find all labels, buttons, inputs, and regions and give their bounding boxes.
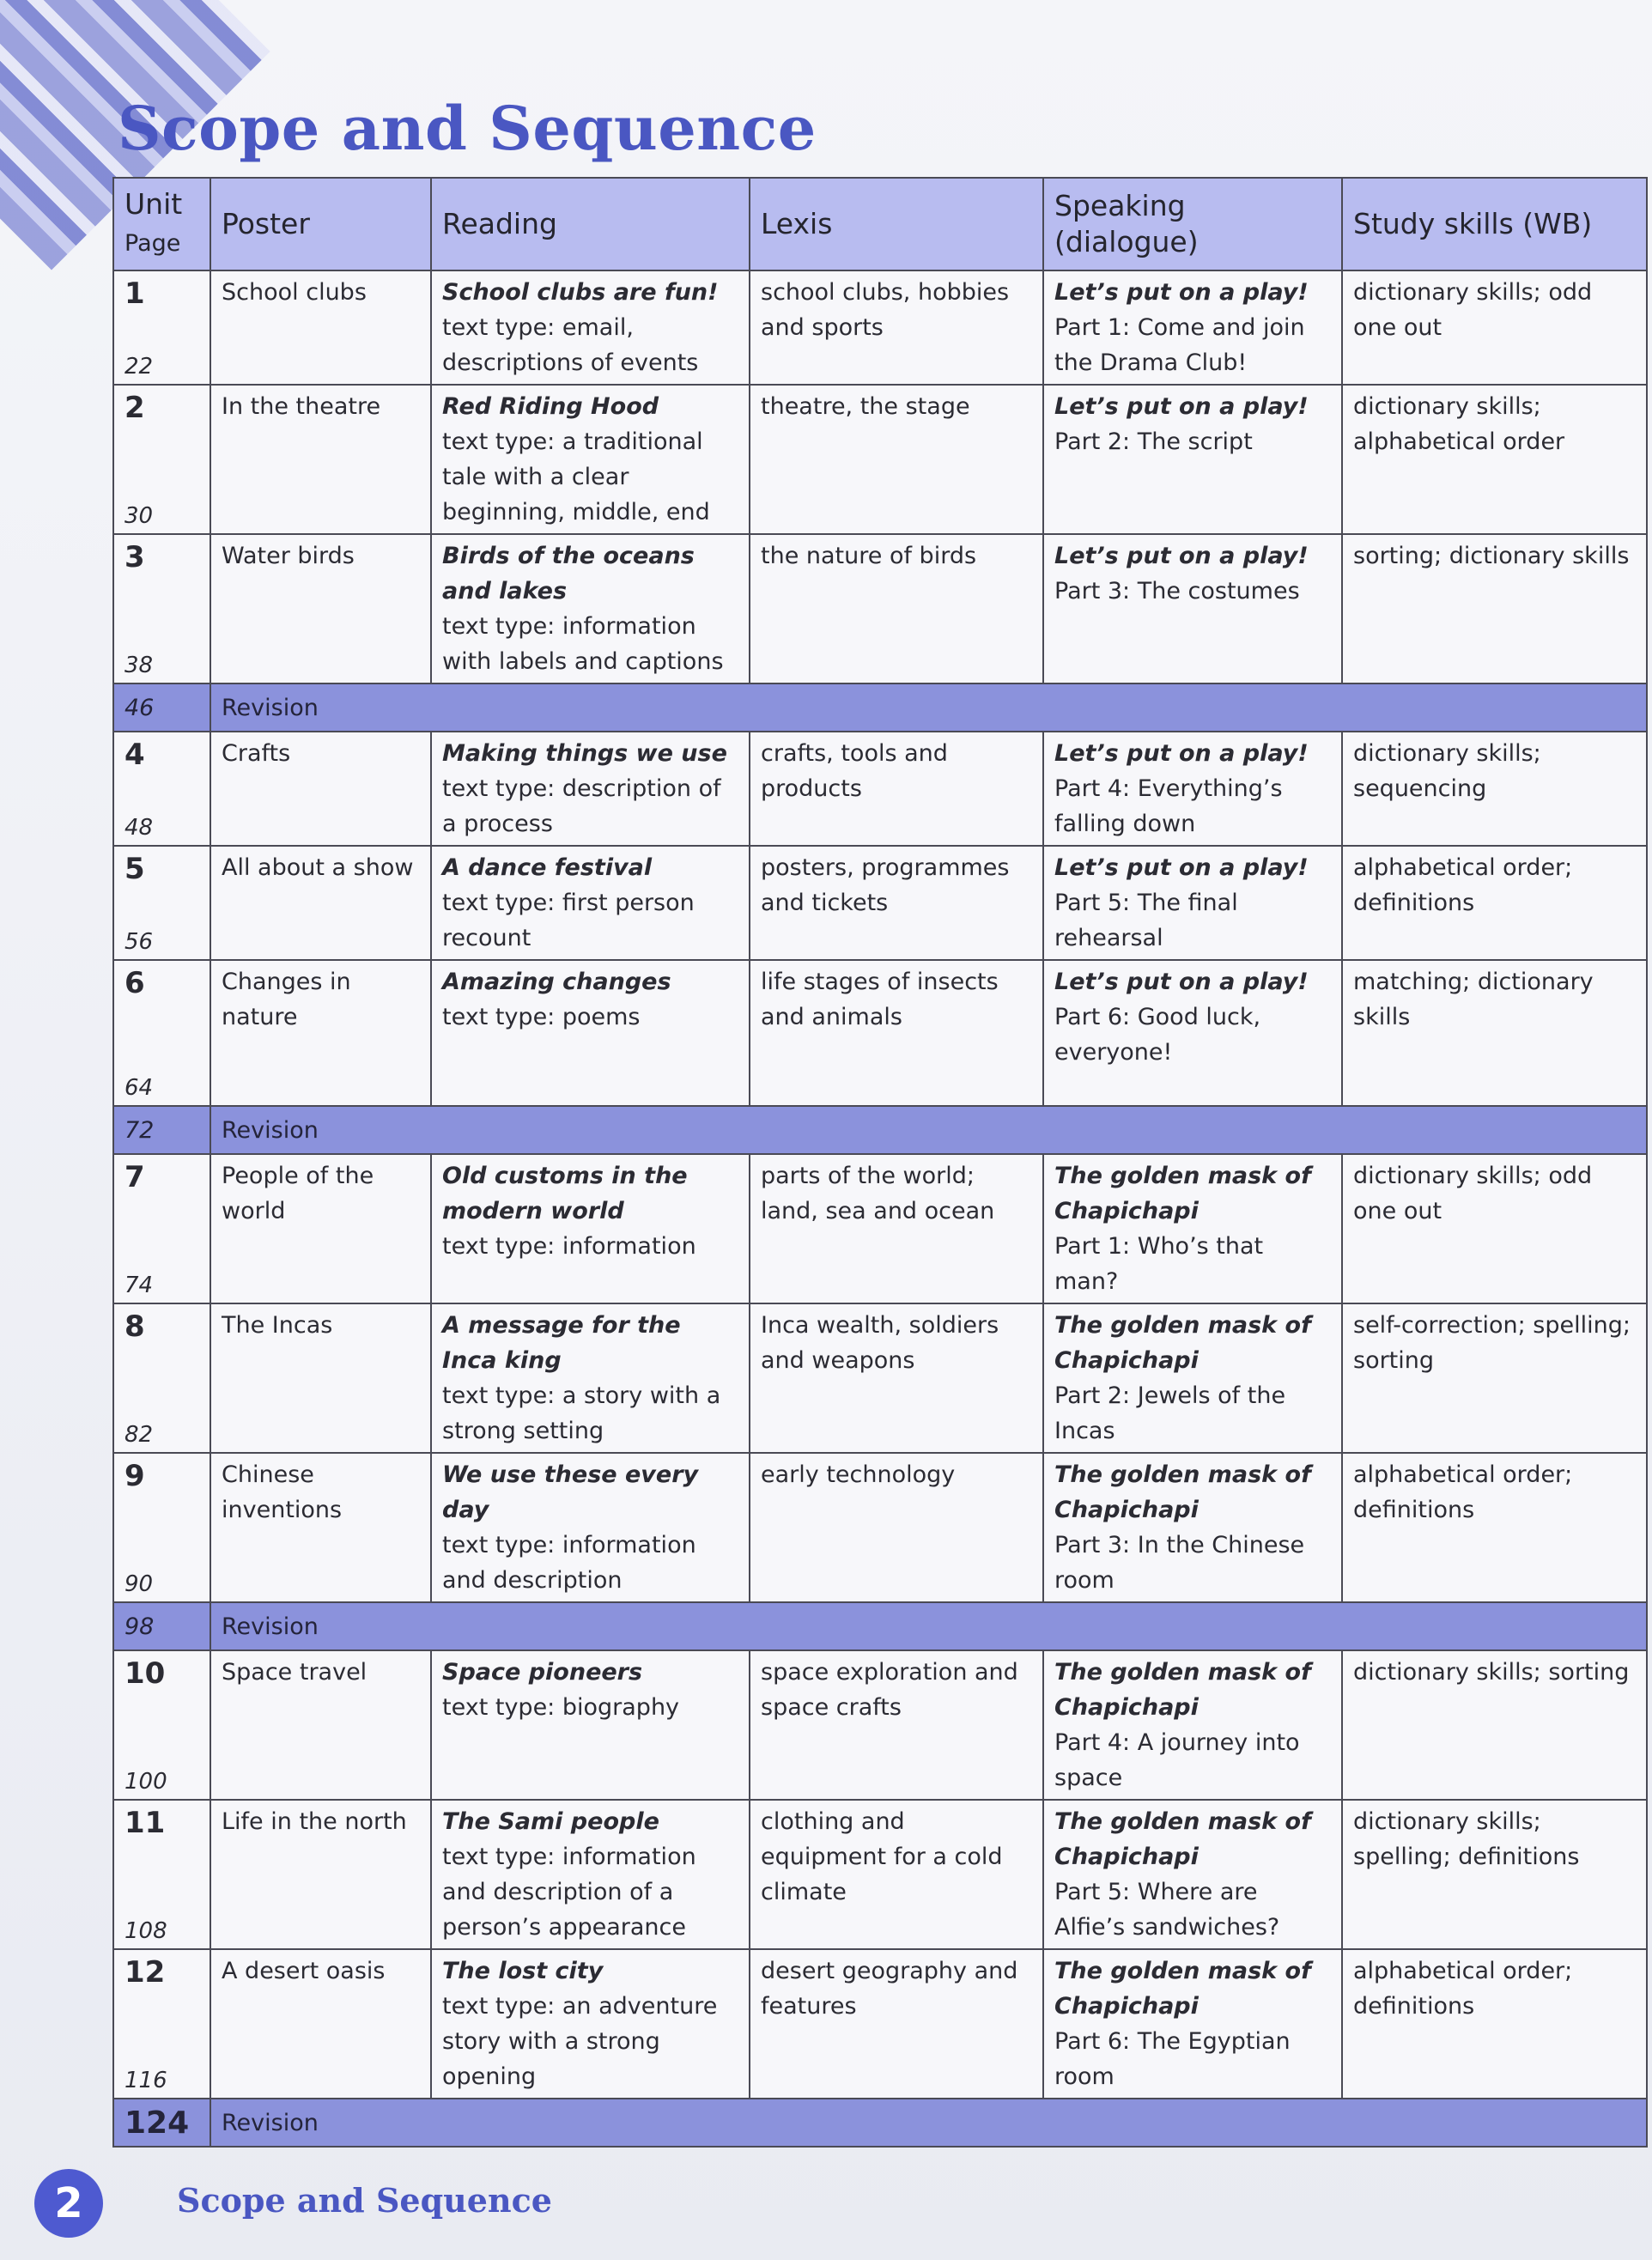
reading-text-type: text type: a traditional tale with a clear beginning, middle, end — [442, 428, 710, 526]
table-row — [113, 385, 1647, 534]
page-title: Scope and Sequence — [118, 93, 817, 164]
unit-number: 4 — [125, 738, 145, 772]
unit-page: 30 — [125, 503, 154, 529]
lexis-cell: theatre, the stage — [750, 385, 1043, 534]
speaking-cell — [1043, 1154, 1342, 1303]
poster-cell: Water birds — [210, 534, 431, 683]
table-row — [113, 1453, 1647, 1602]
unit-cell — [113, 1154, 210, 1303]
header-unit-label: Unit — [125, 187, 183, 221]
unit-page: 48 — [125, 815, 154, 841]
unit-cell — [113, 270, 210, 385]
unit-number: 11 — [125, 1806, 166, 1840]
reading-cell — [431, 534, 750, 683]
table-row — [113, 732, 1647, 846]
speaking-part: Part 5: Where are Alfie’s sandwiches? — [1054, 1879, 1280, 1941]
lexis-cell: clothing and equipment for a cold climate — [750, 1800, 1043, 1949]
revision-row — [113, 1106, 1647, 1154]
speaking-cell — [1043, 1650, 1342, 1800]
reading-cell — [431, 960, 750, 1106]
reading-text-type: text type: first person recount — [442, 890, 695, 951]
table-row — [113, 1154, 1647, 1303]
header-page-label: Page — [125, 230, 181, 257]
speaking-title: The golden mask of Chapichapi — [1054, 1163, 1311, 1224]
reading-cell — [431, 1154, 750, 1303]
unit-cell — [113, 1453, 210, 1602]
unit-page: 74 — [125, 1273, 154, 1298]
speaking-title: Let’s put on a play! — [1054, 393, 1309, 420]
speaking-part: Part 2: Jewels of the Incas — [1054, 1382, 1286, 1444]
lexis-cell: posters, programmes and tickets — [750, 846, 1043, 960]
reading-cell — [431, 1650, 750, 1800]
lexis-cell: the nature of birds — [750, 534, 1043, 683]
reading-text-type: text type: information with labels and captions — [442, 613, 724, 675]
reading-text-type: text type: poems — [442, 1004, 641, 1030]
reading-title: The lost city — [442, 1958, 604, 1984]
study-skills-cell: self-correction; spelling; sorting — [1342, 1303, 1647, 1453]
speaking-title: Let’s put on a play! — [1054, 740, 1309, 767]
unit-number: 2 — [125, 391, 145, 425]
header-poster: Poster — [210, 178, 431, 270]
reading-text-type: text type: email, descriptions of events — [442, 314, 699, 376]
unit-number: 7 — [125, 1160, 145, 1194]
table-row — [113, 1303, 1647, 1453]
lexis-cell: life stages of insects and animals — [750, 960, 1043, 1106]
speaking-title: Let’s put on a play! — [1054, 854, 1309, 881]
study-skills-cell: alphabetical order; definitions — [1342, 846, 1647, 960]
header-speaking: Speaking (dialogue) — [1043, 178, 1342, 270]
reading-title: Red Riding Hood — [442, 393, 659, 420]
reading-title: School clubs are fun! — [442, 279, 719, 306]
unit-page: 38 — [125, 653, 154, 678]
reading-text-type: text type: information and description of a person’s appearance — [442, 1844, 696, 1941]
unit-number: 5 — [125, 852, 145, 886]
speaking-part: Part 3: In the Chinese room — [1054, 1532, 1305, 1594]
reading-text-type: text type: biography — [442, 1694, 680, 1721]
scope-table — [112, 177, 1648, 2148]
study-skills-cell: sorting; dictionary skills — [1342, 534, 1647, 683]
speaking-part: Part 1: Come and join the Drama Club! — [1054, 314, 1305, 376]
speaking-part: Part 4: A journey into space — [1054, 1729, 1300, 1791]
unit-page: 22 — [125, 354, 154, 380]
speaking-title: The golden mask of Chapichapi — [1054, 1958, 1311, 2020]
revision-page: 46 — [113, 683, 210, 732]
speaking-title: The golden mask of Chapichapi — [1054, 1312, 1311, 1374]
study-skills-cell: dictionary skills; sorting — [1342, 1650, 1647, 1800]
speaking-part: Part 3: The costumes — [1054, 578, 1300, 604]
study-skills-cell: dictionary skills; odd one out — [1342, 1154, 1647, 1303]
lexis-cell: early technology — [750, 1453, 1043, 1602]
poster-cell: School clubs — [210, 270, 431, 385]
reading-title: We use these every day — [442, 1461, 699, 1523]
unit-page: 56 — [125, 929, 154, 955]
reading-cell — [431, 1800, 750, 1949]
revision-page: 72 — [113, 1106, 210, 1154]
unit-cell — [113, 846, 210, 960]
lexis-cell: school clubs, hobbies and sports — [750, 270, 1043, 385]
lexis-cell: crafts, tools and products — [750, 732, 1043, 846]
reading-text-type: text type: information and description — [442, 1532, 696, 1594]
header-study-skills: Study skills (WB) — [1342, 178, 1647, 270]
unit-cell — [113, 385, 210, 534]
table-row — [113, 846, 1647, 960]
reading-text-type: text type: an adventure story with a strong opening — [442, 1993, 718, 2090]
poster-cell: Space travel — [210, 1650, 431, 1800]
study-skills-cell: dictionary skills; sequencing — [1342, 732, 1647, 846]
reading-title: Space pioneers — [442, 1659, 643, 1686]
speaking-title: The golden mask of Chapichapi — [1054, 1659, 1311, 1721]
header-lexis: Lexis — [750, 178, 1043, 270]
revision-page: 124 — [113, 2099, 210, 2147]
reading-title: Making things we use — [442, 740, 727, 767]
poster-cell: Changes in nature — [210, 960, 431, 1106]
header-reading: Reading — [431, 178, 750, 270]
unit-page: 90 — [125, 1571, 154, 1597]
poster-cell: A desert oasis — [210, 1949, 431, 2099]
reading-cell — [431, 385, 750, 534]
unit-number: 10 — [125, 1656, 166, 1691]
reading-cell — [431, 1453, 750, 1602]
header-unit — [113, 178, 210, 270]
table-row — [113, 1800, 1647, 1949]
reading-title: Birds of the oceans and lakes — [442, 543, 695, 604]
lexis-cell: desert geography and features — [750, 1949, 1043, 2099]
poster-cell: Chinese inventions — [210, 1453, 431, 1602]
table-body — [113, 270, 1647, 2147]
reading-title: Amazing changes — [442, 969, 671, 995]
reading-title: Old customs in the modern world — [442, 1163, 688, 1224]
speaking-part: Part 6: Good luck, everyone! — [1054, 1004, 1261, 1066]
unit-cell — [113, 1650, 210, 1800]
unit-page: 108 — [125, 1918, 167, 1944]
revision-row — [113, 683, 1647, 732]
unit-number: 9 — [125, 1459, 145, 1493]
scope-table-container — [112, 177, 1646, 2148]
reading-cell — [431, 846, 750, 960]
lexis-cell: Inca wealth, soldiers and weapons — [750, 1303, 1043, 1453]
poster-cell: The Incas — [210, 1303, 431, 1453]
reading-text-type: text type: information — [442, 1233, 696, 1260]
unit-number: 8 — [125, 1309, 145, 1344]
unit-page: 82 — [125, 1422, 154, 1448]
revision-row — [113, 2099, 1647, 2147]
speaking-cell — [1043, 1949, 1342, 2099]
unit-cell — [113, 534, 210, 683]
speaking-cell — [1043, 732, 1342, 846]
table-row — [113, 960, 1647, 1106]
table-row — [113, 534, 1647, 683]
unit-number: 1 — [125, 276, 145, 311]
poster-cell: In the theatre — [210, 385, 431, 534]
unit-page: 100 — [125, 1769, 167, 1795]
reading-title: A message for the Inca king — [442, 1312, 681, 1374]
reading-cell — [431, 1303, 750, 1453]
speaking-title: The golden mask of Chapichapi — [1054, 1808, 1311, 1870]
reading-cell — [431, 732, 750, 846]
page-number-badge: 2 — [34, 2169, 103, 2238]
table-row — [113, 270, 1647, 385]
study-skills-cell: alphabetical order; definitions — [1342, 1453, 1647, 1602]
speaking-part: Part 6: The Egyptian room — [1054, 2028, 1291, 2090]
lexis-cell: parts of the world; land, sea and ocean — [750, 1154, 1043, 1303]
speaking-part: Part 4: Everything’s falling down — [1054, 775, 1283, 837]
study-skills-cell: dictionary skills; odd one out — [1342, 270, 1647, 385]
speaking-title: The golden mask of Chapichapi — [1054, 1461, 1311, 1523]
poster-cell: People of the world — [210, 1154, 431, 1303]
speaking-part: Part 2: The script — [1054, 428, 1253, 455]
unit-number: 3 — [125, 540, 145, 574]
speaking-part: Part 5: The final rehearsal — [1054, 890, 1238, 951]
speaking-title: Let’s put on a play! — [1054, 543, 1309, 569]
reading-cell — [431, 270, 750, 385]
reading-cell — [431, 1949, 750, 2099]
study-skills-cell: dictionary skills; spelling; definitions — [1342, 1800, 1647, 1949]
study-skills-cell: matching; dictionary skills — [1342, 960, 1647, 1106]
unit-cell — [113, 1800, 210, 1949]
study-skills-cell: dictionary skills; alphabetical order — [1342, 385, 1647, 534]
speaking-cell — [1043, 1303, 1342, 1453]
reading-title: A dance festival — [442, 854, 653, 881]
unit-cell — [113, 960, 210, 1106]
reading-text-type: text type: description of a process — [442, 775, 721, 837]
speaking-cell — [1043, 1453, 1342, 1602]
revision-page: 98 — [113, 1602, 210, 1650]
unit-number: 12 — [125, 1955, 166, 1990]
poster-cell: Life in the north — [210, 1800, 431, 1949]
lexis-cell: space exploration and space crafts — [750, 1650, 1043, 1800]
unit-page: 64 — [125, 1075, 154, 1101]
speaking-title: Let’s put on a play! — [1054, 279, 1309, 306]
unit-cell — [113, 1949, 210, 2099]
table-row — [113, 1650, 1647, 1800]
unit-cell — [113, 732, 210, 846]
revision-label: Revision — [210, 683, 1647, 732]
table-row — [113, 1949, 1647, 2099]
revision-row — [113, 1602, 1647, 1650]
poster-cell: Crafts — [210, 732, 431, 846]
unit-page: 116 — [125, 2068, 167, 2093]
speaking-cell — [1043, 960, 1342, 1106]
study-skills-cell: alphabetical order; definitions — [1342, 1949, 1647, 2099]
unit-cell — [113, 1303, 210, 1453]
table-header-row — [113, 178, 1647, 270]
speaking-part: Part 1: Who’s that man? — [1054, 1233, 1264, 1295]
poster-cell: All about a show — [210, 846, 431, 960]
speaking-title: Let’s put on a play! — [1054, 969, 1309, 995]
speaking-cell — [1043, 846, 1342, 960]
revision-label: Revision — [210, 1602, 1647, 1650]
reading-title: The Sami people — [442, 1808, 659, 1835]
footer-title: Scope and Sequence — [177, 2181, 552, 2220]
speaking-cell — [1043, 534, 1342, 683]
unit-number: 6 — [125, 966, 145, 1000]
revision-label: Revision — [210, 1106, 1647, 1154]
speaking-cell — [1043, 270, 1342, 385]
speaking-cell — [1043, 385, 1342, 534]
reading-text-type: text type: a story with a strong setting — [442, 1382, 721, 1444]
speaking-cell — [1043, 1800, 1342, 1949]
revision-label: Revision — [210, 2099, 1647, 2147]
